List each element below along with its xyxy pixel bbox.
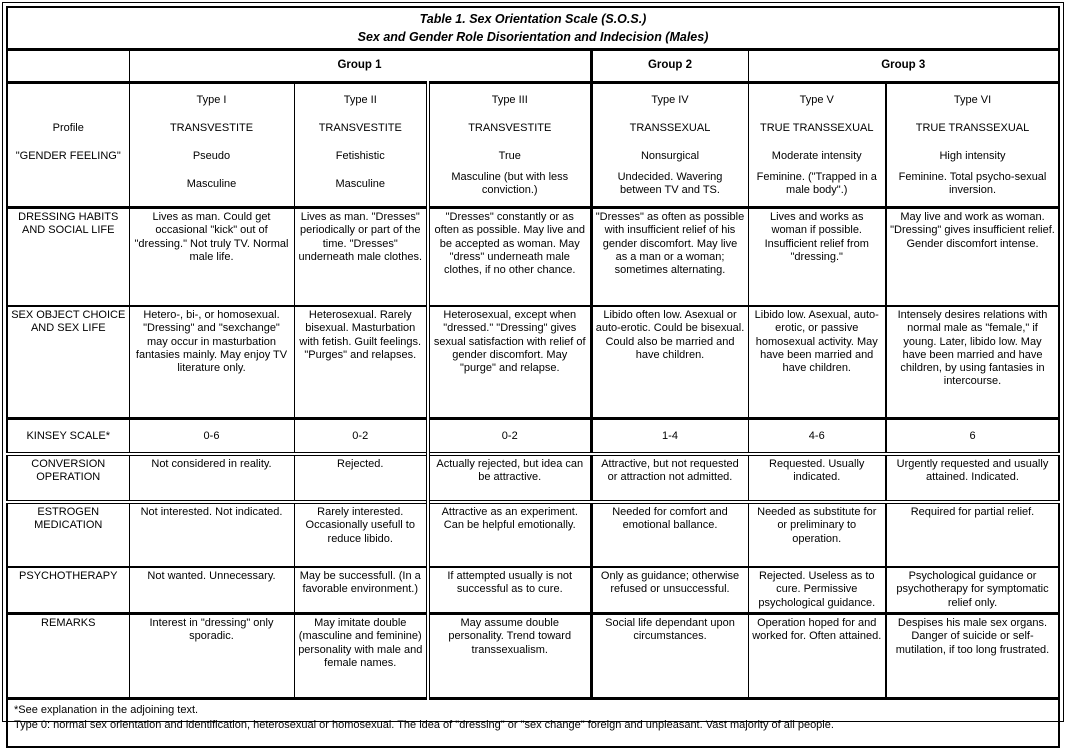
row-label: REMARKS: [7, 614, 129, 699]
table-title-line1: Table 1. Sex Orientation Scale (S.O.S.): [419, 12, 647, 26]
type-feeling: Masculine: [186, 177, 237, 190]
cell: Rejected.: [294, 454, 428, 502]
cell: Attractive, but not requested or attraction not admitted.: [591, 454, 748, 502]
cell: Heterosexual, except when "dressed." "Dressing" gives sexual satisfaction with relief of gender discomfort. May "purge" and relapse.: [428, 306, 591, 419]
profile-cell-type5: [748, 83, 886, 208]
type-category: TRANSVESTITE: [318, 121, 402, 134]
table-title: [7, 7, 1059, 50]
type-subtype: Pseudo: [192, 149, 231, 162]
row-label: SEX OBJECT CHOICE AND SEX LIFE: [7, 306, 129, 419]
cell: Lives as man. Could get occasional "kick" out of "dressing." Not truly TV. Normal male life.: [129, 208, 294, 307]
cell: 0-2: [294, 419, 428, 455]
type-category: TRUE TRANSSEXUAL: [915, 121, 1030, 134]
group-3-header: Group 3: [748, 50, 1059, 83]
table-row-sex-object: [7, 306, 1059, 419]
group-header-row: [7, 50, 1059, 83]
table-row-kinsey: [7, 419, 1059, 455]
profile-cell-type2: [294, 83, 428, 208]
cell: Only as guidance; otherwise refused or unsuccessful.: [591, 567, 748, 614]
footnote-type0: Type 0: normal sex orientation and identification, heterosexual or homosexual. The idea of "dressing" or "sex change" foreign and unpleasant. Vast majority of all people.: [14, 719, 834, 732]
cell: May live and work as woman. "Dressing" gives insufficient relief. Gender discomfort intense.: [886, 208, 1059, 307]
type-label: Type V: [799, 93, 834, 106]
profile-cell-type4: [591, 83, 748, 208]
row-label: PSYCHOTHERAPY: [7, 567, 129, 614]
group-2-header: Group 2: [591, 50, 748, 83]
cell: Libido low. Asexual, auto-erotic, or passive homosexual activity. May have been married and have children.: [748, 306, 886, 419]
table-row-estrogen: [7, 502, 1059, 567]
cell: Social life dependant upon circumstances.: [591, 614, 748, 699]
cell: If attempted usually is not successful as to cure.: [428, 567, 591, 614]
cell: Libido often low. Asexual or auto-erotic. Could be bisexual. Could also be married and have children.: [591, 306, 748, 419]
table-row-psychotherapy: [7, 567, 1059, 614]
type-subtype: True: [498, 149, 521, 162]
table-row-conversion: [7, 454, 1059, 502]
cell: Hetero-, bi-, or homosexual. "Dressing" and "sexchange" may occur in masturbation fantasies mainly. May enjoy TV literature only.: [129, 306, 294, 419]
type-label: Type I: [196, 93, 227, 106]
profile-label-spacer: [11, 86, 126, 114]
cell: "Dresses" constantly or as often as possible. May live and be accepted as woman. May "dress" underneath male clothes, if no other chance.: [428, 208, 591, 307]
type-feeling: Feminine. ("Trapped in a male body".): [756, 171, 877, 197]
type-subtype: High intensity: [939, 149, 1006, 162]
profile-row: [7, 83, 1059, 208]
cell: Required for partial relief.: [886, 502, 1059, 567]
profile-cell-type1: [129, 83, 294, 208]
type-subtype: Moderate intensity: [771, 149, 862, 162]
type-label: Type II: [343, 93, 377, 106]
cell: Despises his male sex organs. Danger of suicide or self-mutilation, if too long frustrated.: [886, 614, 1059, 699]
table-title-line2: Sex and Gender Role Disorientation and Indecision (Males): [357, 30, 709, 45]
cell: Attractive as an experiment. Can be helpful emotionally.: [428, 502, 591, 567]
row-label-profile: [7, 83, 129, 208]
gender-feeling-label: "GENDER FEELING": [15, 149, 121, 162]
corner-cell: [7, 50, 129, 83]
cell: Operation hoped for and worked for. Often attained.: [748, 614, 886, 699]
title-row: [7, 7, 1059, 50]
type-label: Type VI: [953, 93, 992, 106]
type-feeling: Feminine. Total psycho-sexual inversion.: [898, 171, 1047, 197]
cell: Rarely interested. Occasionally usefull to reduce libido.: [294, 502, 428, 567]
page-frame: [2, 2, 1064, 732]
cell: May assume double personality. Trend toward transsexualism.: [428, 614, 591, 699]
type-category: TRANSSEXUAL: [629, 121, 711, 134]
cell: Rejected. Useless as to cure. Permissive psychological guidance.: [748, 567, 886, 614]
profile-label-spacer: [11, 170, 126, 198]
row-label: KINSEY SCALE*: [7, 419, 129, 455]
cell: Requested. Usually indicated.: [748, 454, 886, 502]
row-label: CONVERSION OPERATION: [7, 454, 129, 502]
footnote-row: [7, 699, 1059, 748]
type-label: Type III: [491, 93, 528, 106]
table-row-remarks: [7, 614, 1059, 699]
cell: Actually rejected, but idea can be attractive.: [428, 454, 591, 502]
cell: 6: [886, 419, 1059, 455]
cell: Not wanted. Unnecessary.: [129, 567, 294, 614]
cell: Needed for comfort and emotional ballance.: [591, 502, 748, 567]
cell: 0-2: [428, 419, 591, 455]
table-row-dressing: [7, 208, 1059, 307]
type-label: Type IV: [651, 93, 689, 106]
cell: May be successfull. (In a favorable environment.): [294, 567, 428, 614]
cell: Lives as man. "Dresses" periodically or part of the time. "Dresses" underneath male clothes.: [294, 208, 428, 307]
cell: May imitate double (masculine and feminine) personality with male and female names.: [294, 614, 428, 699]
cell: 4-6: [748, 419, 886, 455]
cell: 1-4: [591, 419, 748, 455]
type-subtype: Fetishistic: [335, 149, 385, 162]
sos-table: [6, 6, 1060, 748]
group-1-header: Group 1: [129, 50, 591, 83]
cell: Needed as substitute for or preliminary to operation.: [748, 502, 886, 567]
profile-label: Profile: [52, 121, 84, 134]
type-category: TRUE TRANSSEXUAL: [760, 121, 874, 134]
footnote-asterisk: *See explanation in the adjoining text.: [14, 704, 199, 717]
row-label: DRESSING HABITS AND SOCIAL LIFE: [7, 208, 129, 307]
type-feeling: Masculine (but with less conviction.): [451, 171, 569, 197]
type-feeling: Undecided. Wavering between TV and TS.: [617, 171, 723, 197]
cell: "Dresses" as often as possible with insufficient relief of his gender discomfort. May live as a man or a woman; sometimes alternating.: [591, 208, 748, 307]
cell: Not considered in reality.: [129, 454, 294, 502]
footnotes: [7, 699, 1059, 748]
cell: 0-6: [129, 419, 294, 455]
type-feeling: Masculine: [335, 177, 386, 190]
type-category: TRANSVESTITE: [468, 121, 552, 134]
cell: Psychological guidance or psychotherapy for symptomatic relief only.: [886, 567, 1059, 614]
cell: Intensely desires relations with normal male as "female," if young. Later, libido low. May have been married and have children, by using fantasies in intercourse.: [886, 306, 1059, 419]
cell: Urgently requested and usually attained. Indicated.: [886, 454, 1059, 502]
cell: Heterosexual. Rarely bisexual. Masturbation with fetish. Guilt feelings. "Purges" and relapses.: [294, 306, 428, 419]
type-subtype: Nonsurgical: [640, 149, 700, 162]
cell: Not interested. Not indicated.: [129, 502, 294, 567]
cell: Interest in "dressing" only sporadic.: [129, 614, 294, 699]
cell: Lives and works as woman if possible. Insufficient relief from "dressing.": [748, 208, 886, 307]
type-category: TRANSVESTITE: [169, 121, 254, 134]
profile-cell-type3: [428, 83, 591, 208]
profile-cell-type6: [886, 83, 1059, 208]
row-label: ESTROGEN MEDICATION: [7, 502, 129, 567]
